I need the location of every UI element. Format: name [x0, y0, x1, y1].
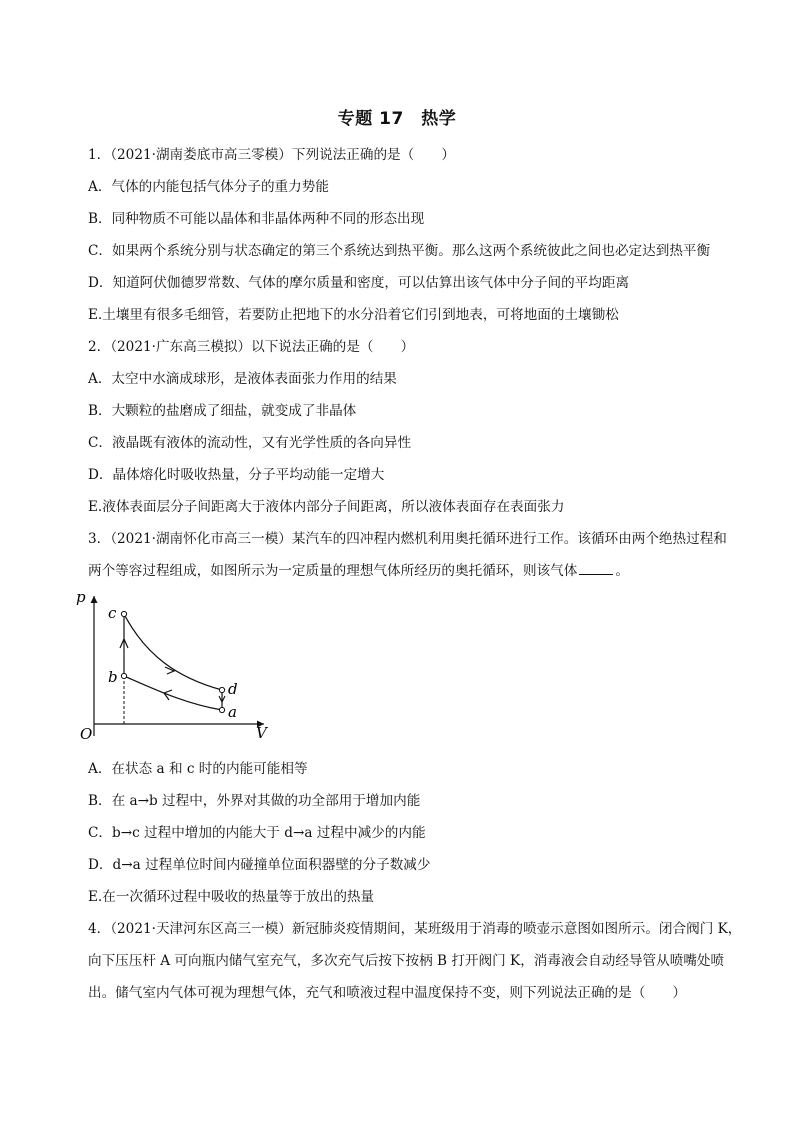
answer-blank — [579, 562, 613, 575]
question-1-option-e: E.土壤里有很多毛细管，若要防止把地下的水分沿着它们引到地表，可将地面的土壤锄松 — [88, 307, 619, 323]
point-a — [219, 707, 224, 712]
question-1-option-a: A．气体的内能包括气体分子的重力势能 — [88, 179, 329, 195]
label-o: O — [80, 725, 93, 742]
question-3-option-e: E.在一次循环过程中吸收的热量等于放出的热量 — [88, 889, 375, 905]
question-3-option-d: D．d→a 过程单位时间内碰撞单位面积器壁的分子数减少 — [88, 857, 431, 873]
label-b: b — [108, 668, 118, 686]
question-1-option-b: B．同种物质不可能以晶体和非晶体两种不同的形态出现 — [88, 211, 425, 227]
point-b — [121, 673, 126, 678]
label-p: p — [76, 588, 86, 606]
question-3-stem-line-2 — [88, 562, 728, 580]
question-3-stem-end: 。 — [615, 563, 629, 579]
label-v: V — [256, 724, 267, 742]
label-c: c — [108, 604, 117, 622]
question-2-option-c: C．液晶既有液体的流动性，又有光学性质的各向异性 — [88, 435, 412, 451]
label-d: d — [228, 680, 238, 698]
question-3-option-a: A．在状态 a 和 c 时的内能可能相等 — [88, 761, 308, 777]
question-1-stem: 1．（2021·湖南娄底市高三零模）下列说法正确的是（ ） — [88, 147, 456, 163]
question-3-stem-text: 两个等容过程组成，如图所示为一定质量的理想气体所经历的奥托循环，则该气体 — [88, 563, 578, 579]
question-4-stem-line-1: 4．（2021·天津河东区高三一模）新冠肺炎疫情期间，某班级用于消毒的喷壶示意图如图所示。闭合阀门 K， — [88, 921, 742, 937]
curve-a-to-b — [124, 676, 222, 710]
question-3-option-c: C．b→c 过程中增加的内能大于 d→a 过程中减少的内能 — [88, 825, 426, 841]
otto-cycle-pv-diagram — [68, 586, 278, 742]
page-title: 专题 17 热学 — [337, 109, 457, 129]
question-4-stem-line-2: 向下压压杆 A 可向瓶内储气室充气，多次充气后按下按柄 B 打开阀门 K，消毒液会自动经导管从喷嘴处喷 — [88, 953, 725, 969]
question-1-option-d: D．知道阿伏伽德罗常数、气体的摩尔质量和密度，可以估算出该气体中分子间的平均距离 — [88, 275, 630, 291]
question-3-stem-line-1: 3．（2021·湖南怀化市高三一模）某汽车的四冲程内燃机利用奥托循环进行工作。该循环由两个绝热过程和 — [88, 531, 727, 547]
question-2-option-e: E.液体表面层分子间距离大于液体内部分子间距离，所以液体表面存在表面张力 — [88, 499, 565, 515]
question-2-option-a: A．太空中水滴成球形，是液体表面张力作用的结果 — [88, 371, 397, 387]
question-4-stem-line-3: 出。储气室内气体可视为理想气体，充气和喷液过程中温度保持不变，则下列说法正确的是（ ） — [88, 985, 687, 1001]
label-a: a — [228, 703, 237, 721]
question-1-option-c: C．如果两个系统分别与状态确定的第三个系统达到热平衡。那么这两个系统彼此之间也必定达到热平衡 — [88, 243, 711, 259]
curve-c-to-d — [124, 614, 222, 690]
question-2-stem: 2．（2021·广东高三模拟）以下说法正确的是（ ） — [88, 339, 415, 355]
point-d — [219, 687, 224, 692]
point-c — [121, 611, 126, 616]
question-2-option-d: D．晶体熔化时吸收热量，分子平均动能一定增大 — [88, 467, 385, 483]
question-3-option-b: B．在 a→b 过程中，外界对其做的功全部用于增加内能 — [88, 793, 421, 809]
question-2-option-b: B．大颗粒的盐磨成了细盐，就变成了非晶体 — [88, 403, 357, 419]
